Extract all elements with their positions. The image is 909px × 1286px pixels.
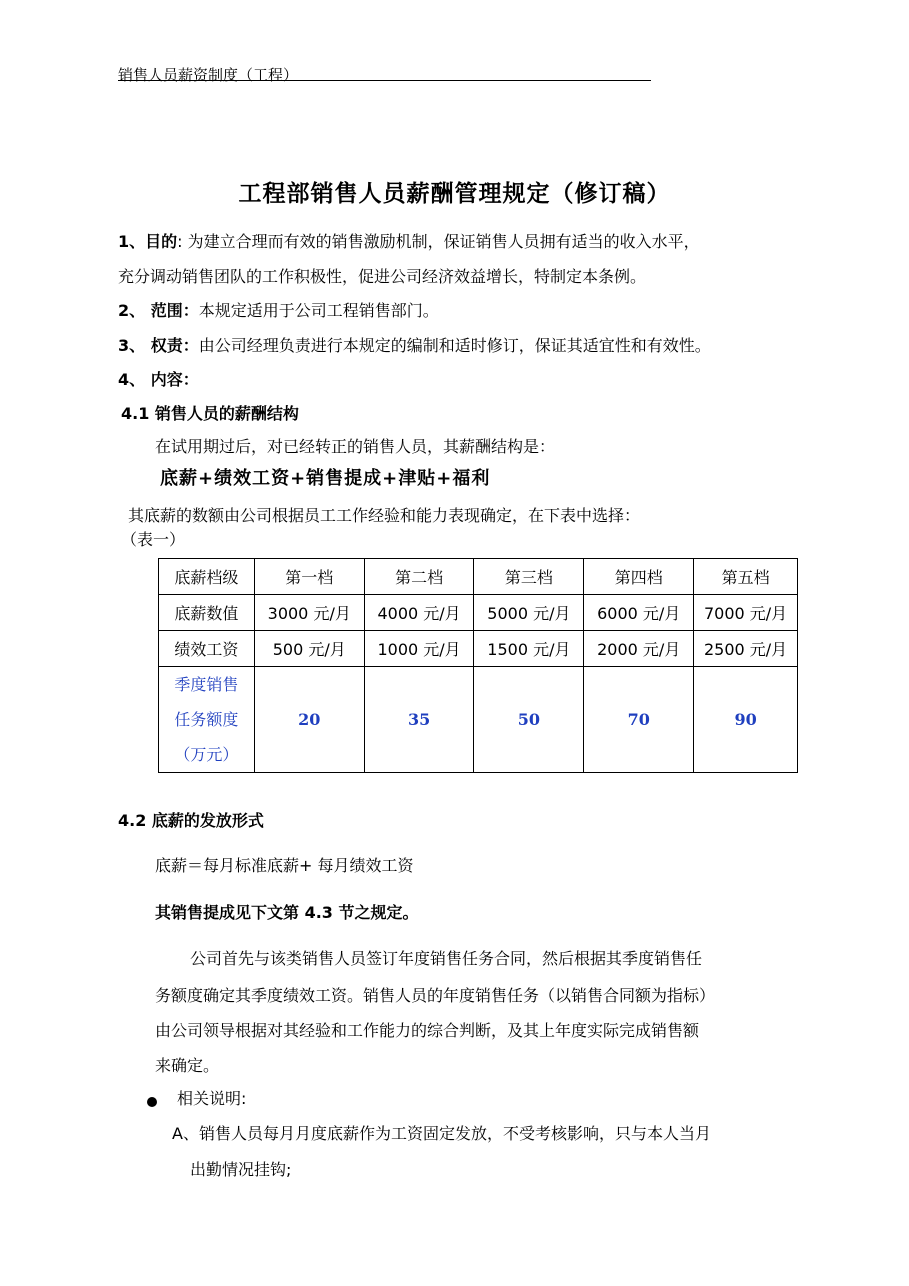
base-salary-3: 5000 元/月 (474, 595, 584, 631)
quota-label-line-2: 任务额度 (174, 710, 239, 729)
paragraph-line-4: 来确定。 (155, 1056, 220, 1075)
level-5: 第五档 (694, 559, 798, 595)
base-salary-5: 7000 元/月 (694, 595, 798, 631)
section-3 (118, 333, 711, 356)
quota-4: 70 (584, 667, 694, 773)
base-salary-4: 6000 元/月 (584, 595, 694, 631)
base-salary-2: 4000 元/月 (364, 595, 474, 631)
table-caption: （表一） (121, 530, 186, 549)
item-a-line-2: 出勤情况挂钩; (190, 1160, 292, 1179)
level-3: 第三档 (474, 559, 584, 595)
section-4-label: 4、 内容： (118, 370, 199, 389)
bullet-icon (147, 1092, 157, 1111)
section-3-text: 由公司经理负责进行本规定的编制和适时修订，保证其适宜性和有效性。 (198, 336, 711, 355)
section-1-text: 为建立合理而有效的销售激励机制，保证销售人员拥有适当的收入水平， (187, 232, 700, 251)
performance-pay-4: 2000 元/月 (584, 631, 694, 667)
performance-pay-3: 1500 元/月 (474, 631, 584, 667)
document-title: 工程部销售人员薪酬管理规定（修订稿） (238, 181, 671, 207)
section-2-text: 本规定适用于公司工程销售部门。 (198, 301, 439, 320)
section-1-colon: : (177, 232, 183, 251)
notes-label: 相关说明: (177, 1089, 247, 1108)
commission-note: 其销售提成见下文第 4.3 节之规定。 (155, 903, 419, 922)
quota-5: 90 (694, 667, 798, 773)
base-salary-1: 3000 元/月 (254, 595, 364, 631)
table-row (159, 631, 798, 667)
performance-pay-1: 500 元/月 (254, 631, 364, 667)
paragraph-line-1: 公司首先与该类销售人员签订年度销售任务合同，然后根据其季度销售任 (190, 949, 703, 968)
paragraph-line-3: 由公司领导根据对其经验和工作能力的综合判断，及其上年度实际完成销售额 (155, 1021, 700, 1040)
level-1: 第一档 (254, 559, 364, 595)
section-4-1-note: 其底薪的数额由公司根据员工工作经验和能力表现确定，在下表中选择： (128, 506, 641, 525)
base-salary-label: 底薪数值 (159, 595, 255, 631)
quota-label-line-1: 季度销售 (174, 675, 239, 694)
quota-3: 50 (474, 667, 584, 773)
table-row (159, 595, 798, 631)
section-1-line-1 (118, 229, 700, 252)
section-1-line-2: 充分调动销售团队的工作积极性，促进公司经济效益增长，特制定本条例。 (118, 267, 647, 286)
quota-2: 35 (364, 667, 474, 773)
item-a-line-1: A、销售人员每月月度底薪作为工资固定发放，不受考核影响，只与本人当月 (172, 1124, 711, 1143)
table-row (159, 667, 798, 773)
table-row (159, 559, 798, 595)
quarterly-quota-label (159, 667, 255, 773)
table-header-label: 底薪档级 (159, 559, 255, 595)
level-2: 第二档 (364, 559, 474, 595)
paragraph-line-2: 务额度确定其季度绩效工资。销售人员的年度销售任务（以销售合同额为指标） (155, 986, 716, 1005)
performance-pay-2: 1000 元/月 (364, 631, 474, 667)
level-4: 第四档 (584, 559, 694, 595)
base-pay-formula: 底薪＝每月标准底薪+ 每月绩效工资 (155, 856, 414, 875)
section-3-label: 3、 权责： (118, 336, 199, 355)
section-4-1-intro: 在试用期过后，对已经转正的销售人员，其薪酬结构是： (155, 437, 556, 456)
salary-formula: 底薪+绩效工资+销售提成+津贴+福利 (160, 468, 491, 489)
section-2 (118, 298, 439, 321)
performance-pay-label: 绩效工资 (159, 631, 255, 667)
section-4-2-title: 4.2 底薪的发放形式 (118, 811, 264, 830)
salary-table (158, 558, 798, 773)
page-header: 销售人员薪资制度（工程） (118, 66, 299, 84)
quota-label-line-3: （万元） (174, 745, 239, 764)
quota-1: 20 (254, 667, 364, 773)
header-rule (118, 80, 651, 81)
section-2-label: 2、 范围： (118, 301, 199, 320)
performance-pay-5: 2500 元/月 (694, 631, 798, 667)
section-1-label: 1、目的 (118, 232, 178, 251)
section-4-1-title: 4.1 销售人员的薪酬结构 (121, 404, 299, 423)
